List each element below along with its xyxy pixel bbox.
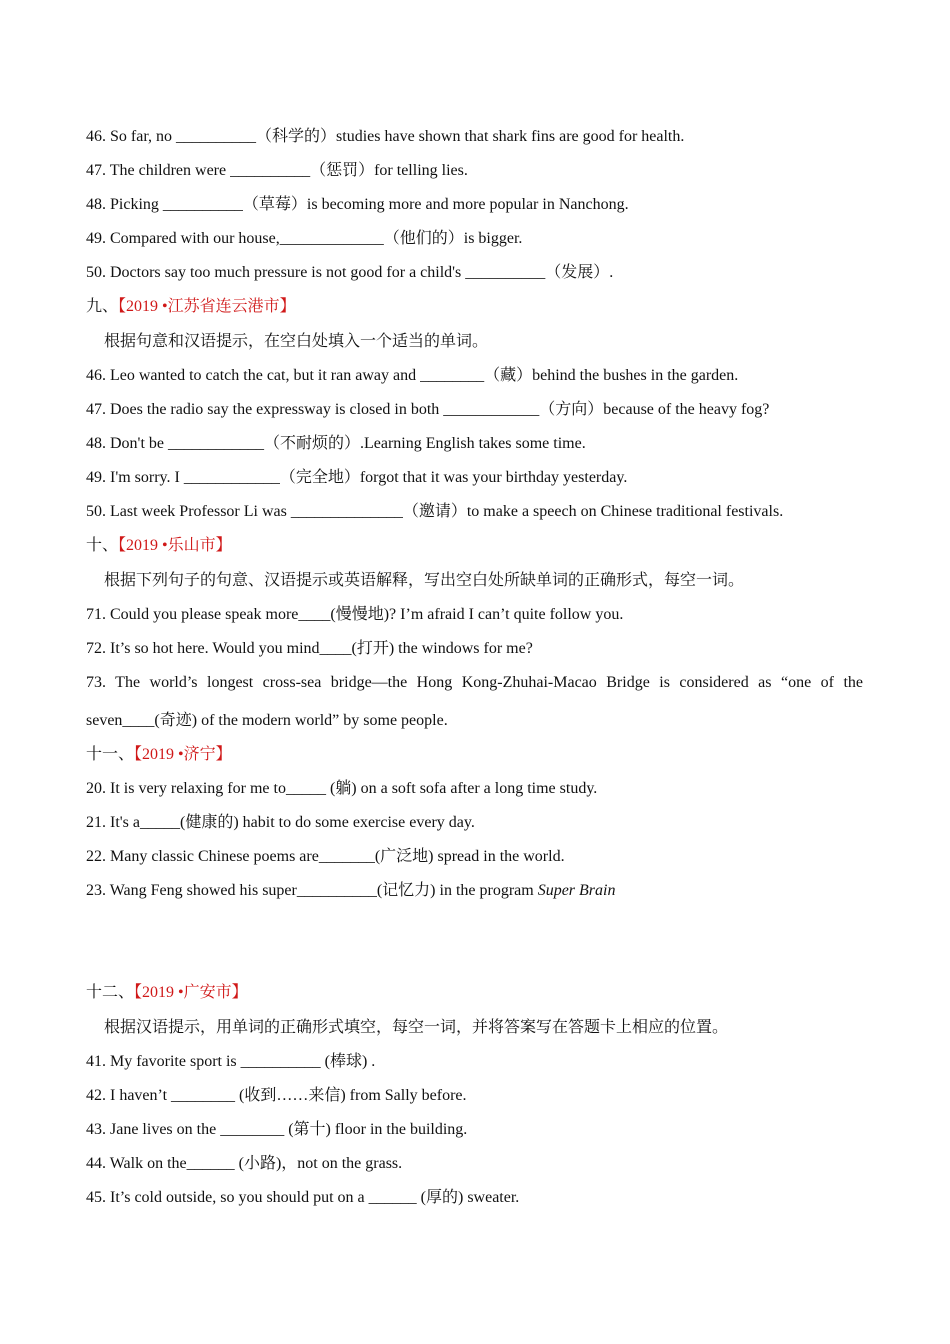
s9-question-48: 48. Don't be ____________（不耐烦的）.Learning English takes some time. xyxy=(86,435,586,452)
section-11-source: 【2019 •济宁】 xyxy=(134,746,232,763)
s10-question-71: 71. Could you please speak more____(慢慢地)? I’m afraid I can’t quite follow you. xyxy=(86,606,624,623)
section-9-ordinal: 九、 xyxy=(86,298,119,315)
question-50: 50. Doctors say too much pressure is not good for a child's __________（发展）. xyxy=(86,264,614,281)
s10-question-72: 72. It’s so hot here. Would you mind____(打开) the windows for me? xyxy=(86,640,533,657)
s11-question-20: 20. It is very relaxing for me to_____ (躺) on a soft sofa after a long time study. xyxy=(86,780,598,797)
s9-question-49: 49. I'm sorry. I ____________（完全地）forgot that it was your birthday yesterday. xyxy=(86,469,628,486)
s12-question-45: 45. It’s cold outside, so you should put on a ______ (厚的) sweater. xyxy=(86,1189,520,1206)
section-10-instruction: 根据下列句子的句意、汉语提示或英语解释，写出空白处所缺单词的正确形式，每空一词。 xyxy=(104,572,745,589)
question-48: 48. Picking __________（草莓）is becoming more and more popular in Nanchong. xyxy=(86,196,629,213)
section-9-heading xyxy=(86,297,866,317)
section-10-ordinal: 十、 xyxy=(86,537,119,554)
s9-question-47: 47. Does the radio say the expressway is closed in both ____________（方向）because of the heavy fog? xyxy=(86,401,770,418)
s12-question-41: 41. My favorite sport is __________ (棒球) . xyxy=(86,1053,376,1070)
s10-question-73-line-2: seven____(奇迹) of the modern world” by some people. xyxy=(86,712,448,729)
program-title: Super Brain xyxy=(537,882,616,899)
section-11-heading xyxy=(86,745,866,765)
question-49: 49. Compared with our house,_____________（他们的）is bigger. xyxy=(86,230,523,247)
section-12-instruction: 根据汉语提示，用单词的正确形式填空，每空一词，并将答案写在答题卡上相应的位置。 xyxy=(104,1019,729,1036)
section-9-instruction: 根据句意和汉语提示，在空白处填入一个适当的单词。 xyxy=(104,333,489,350)
s11-question-23 xyxy=(86,881,866,901)
s11-question-22: 22. Many classic Chinese poems are_______(广泛地) spread in the world. xyxy=(86,848,565,865)
section-10-heading xyxy=(86,536,866,556)
section-12-source: 【2019 •广安市】 xyxy=(134,984,248,1001)
s12-question-42: 42. I haven’t ________ (收到……来信) from Sally before. xyxy=(86,1087,467,1104)
section-12-ordinal: 十二、 xyxy=(86,984,135,1001)
section-12-heading xyxy=(86,983,866,1003)
s11-question-23-text: 23. Wang Feng showed his super__________(记忆力) in the program xyxy=(86,882,538,899)
s9-question-46: 46. Leo wanted to catch the cat, but it ran away and ________（藏）behind the bushes in the garden. xyxy=(86,367,739,384)
section-11-ordinal: 十一、 xyxy=(86,746,135,763)
s12-question-43: 43. Jane lives on the ________ (第十) floor in the building. xyxy=(86,1121,468,1138)
question-47: 47. The children were __________（惩罚）for telling lies. xyxy=(86,162,468,179)
question-46: 46. So far, no __________（科学的）studies have shown that shark fins are good for health. xyxy=(86,128,685,145)
s9-question-50: 50. Last week Professor Li was ______________（邀请）to make a speech on Chinese traditional festivals. xyxy=(86,503,784,520)
section-9-source: 【2019 •江苏省连云港市】 xyxy=(118,298,296,315)
s12-question-44: 44. Walk on the______ (小路)，not on the grass. xyxy=(86,1155,403,1172)
section-10-source: 【2019 •乐山市】 xyxy=(118,537,232,554)
s10-question-73-line-1: 73. The world’s longest cross-sea bridge—the Hong Kong-Zhuhai-Macao Bridge is considered as “one of the xyxy=(86,674,863,691)
s11-question-21: 21. It's a_____(健康的) habit to do some exercise every day. xyxy=(86,814,475,831)
